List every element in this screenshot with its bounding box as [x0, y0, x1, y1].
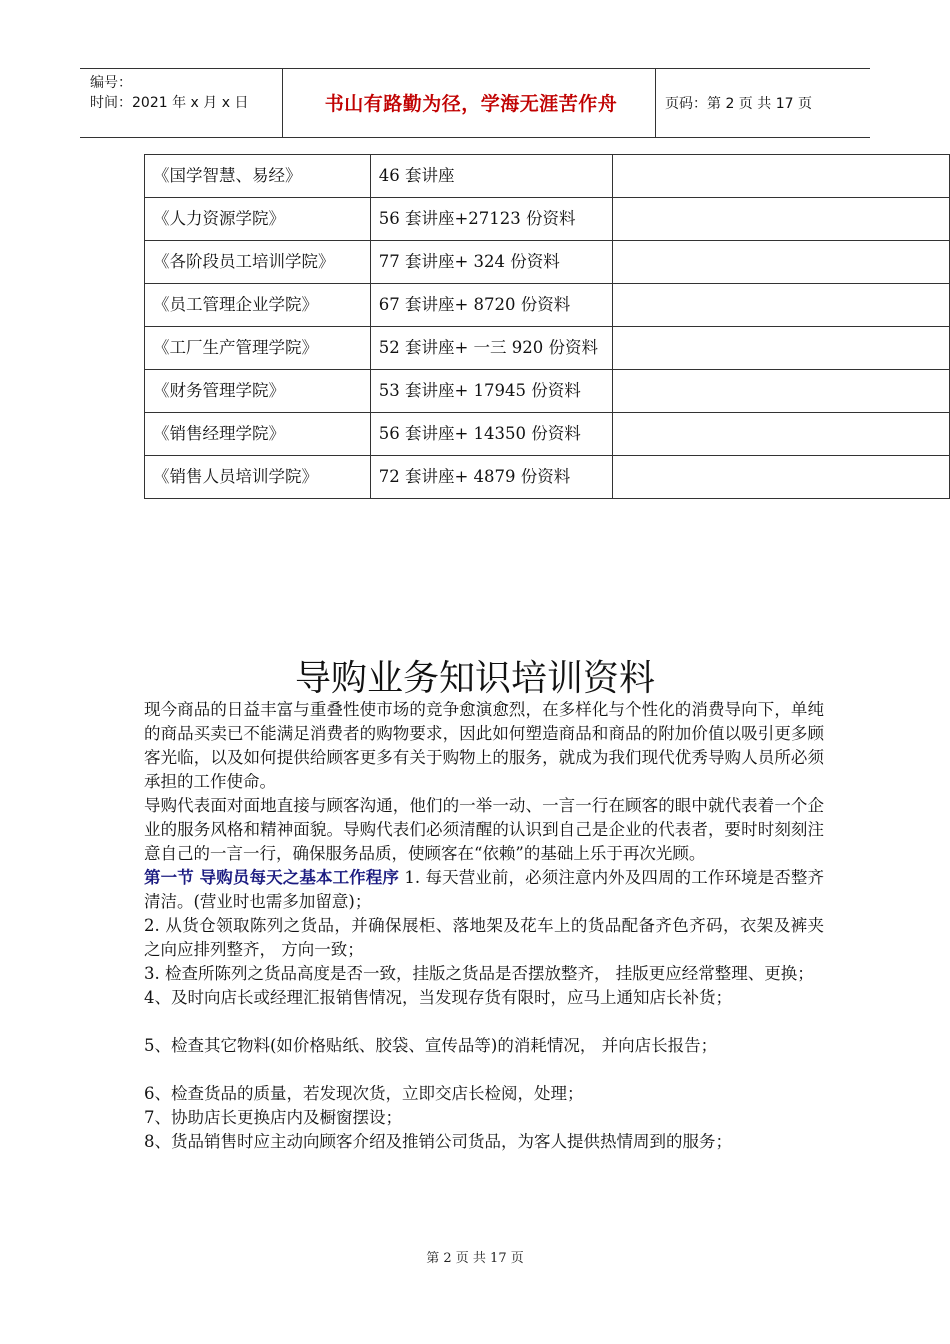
- header-motto: 书山有路勤为径，学海无涯苦作舟: [324, 93, 618, 115]
- course-name: 《财务管理学院》: [145, 370, 371, 413]
- course-content: 72 套讲座+ 4879 份资料: [370, 456, 613, 499]
- document-body: [144, 698, 824, 1154]
- course-note: [613, 327, 950, 370]
- course-name: 《员工管理企业学院》: [145, 284, 371, 327]
- course-table: [144, 154, 950, 499]
- course-content: 53 套讲座+ 17945 份资料: [370, 370, 613, 413]
- table-row: [145, 413, 950, 456]
- course-name: 《国学智慧、易经》: [145, 155, 371, 198]
- course-name: 《销售人员培训学院》: [145, 456, 371, 499]
- course-note: [613, 241, 950, 284]
- procedure-item: 8、货品销售时应主动向顾客介绍及推销公司货品，为客人提供热情周到的服务；: [144, 1132, 732, 1151]
- table-row: [145, 327, 950, 370]
- course-name: 《销售经理学院》: [145, 413, 371, 456]
- table-row: [145, 155, 950, 198]
- table-row: [145, 370, 950, 413]
- procedure-item: 6、检查货品的质量，若发现次货，立即交店长检阅，处理；: [144, 1084, 584, 1103]
- header-divider: [282, 69, 283, 137]
- course-name: 《工厂生产管理学院》: [145, 327, 371, 370]
- course-note: [613, 456, 950, 499]
- page-footer: 第 2 页 共 17 页: [426, 1251, 524, 1266]
- procedure-item: 5、检查其它物料(如价格贴纸、胶袋、宣传品等)的消耗情况， 并向店长报告；: [144, 1036, 718, 1055]
- procedure-item: 3. 检查所陈列之货品高度是否一致，挂版之货品是否摆放整齐， 挂版更应经常整理、更换；: [144, 964, 814, 983]
- course-content: 56 套讲座+ 14350 份资料: [370, 413, 613, 456]
- procedure-item: 4、及时向店长或经理汇报销售情况，当发现存货有限时，应马上通知店长补货；: [144, 988, 732, 1007]
- procedure-item: 7、协助店长更换店内及橱窗摆设；: [144, 1108, 402, 1127]
- section-title: 第一节 导购员每天之基本工作程序: [144, 868, 400, 887]
- intro-paragraph: 现今商品的日益丰富与重叠性使市场的竞争愈演愈烈，在多样化与个性化的消费导向下，单纯的商品买卖已不能满足消费者的购物要求，因此如何塑造商品和商品的附加价值以吸引更多顾客光临，以及如何提供给顾客更多有关于购物上的服务，就成为我们现代优秀导购人员所必须承担的工作使命。: [144, 700, 824, 791]
- course-note: [613, 155, 950, 198]
- course-content: 52 套讲座+ 一三 920 份资料: [370, 327, 613, 370]
- course-content: 67 套讲座+ 8720 份资料: [370, 284, 613, 327]
- table-row: [145, 241, 950, 284]
- header-divider: [655, 69, 656, 137]
- course-content: 46 套讲座: [370, 155, 613, 198]
- spacer: [144, 1010, 824, 1034]
- course-note: [613, 370, 950, 413]
- table-row: [145, 198, 950, 241]
- course-note: [613, 284, 950, 327]
- date-label: 时间：2021 年 x 月 x 日: [90, 95, 249, 111]
- header-page-info: 页码：第 2 页 共 17 页: [665, 96, 812, 112]
- spacer: [144, 1058, 824, 1082]
- course-content: 77 套讲座+ 324 份资料: [370, 241, 613, 284]
- document-title: 导购业务知识培训资料: [294, 658, 655, 699]
- course-name: 《人力资源学院》: [145, 198, 371, 241]
- table-row: [145, 284, 950, 327]
- code-label: 编号：: [90, 75, 132, 91]
- course-note: [613, 198, 950, 241]
- course-note: [613, 413, 950, 456]
- course-name: 《各阶段员工培训学院》: [145, 241, 371, 284]
- header-meta: [90, 73, 248, 113]
- procedure-item: 1. 每天营业前，必须注意内外及四周的工作环境是否整齐清洁。(营业时也需多加留意)；: [144, 868, 825, 911]
- course-content: 56 套讲座+27123 份资料: [370, 198, 613, 241]
- procedure-item: 2. 从货仓领取陈列之货品，并确保展柜、落地架及花车上的货品配备齐色齐码，衣架及裤夹之向应排列整齐， 方向一致；: [144, 916, 824, 959]
- intro-paragraph: 导购代表面对面地直接与顾客沟通，他们的一举一动、一言一行在顾客的眼中就代表着一个企业的服务风格和精神面貌。导购代表们必须清醒的认识到自己是企业的代表者，要时时刻刻注意自己的一言一行，确保服务品质，使顾客在“依赖”的基础上乐于再次光顾。: [144, 796, 824, 863]
- section-paragraph: [144, 866, 824, 914]
- table-row: [145, 456, 950, 499]
- page-header: [80, 68, 870, 138]
